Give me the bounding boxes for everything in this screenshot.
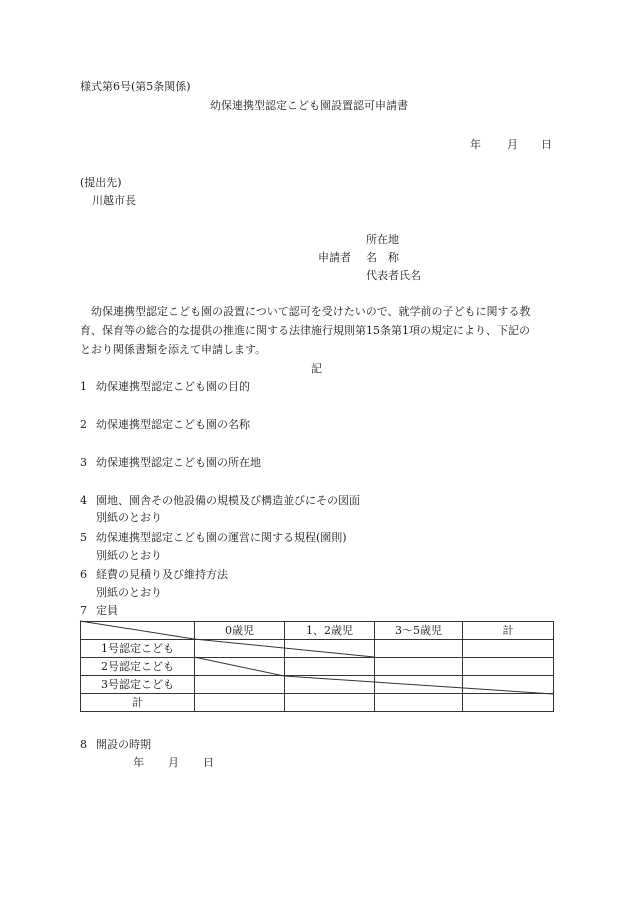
applicant-representative-label: 代表者氏名 <box>366 269 421 282</box>
body-line-1: 幼保連携型認定こども園の設置について認可を受けたいので、就学前の子どもに関する教 <box>91 305 531 318</box>
table-cell[interactable] <box>463 658 554 676</box>
item-1-number: 1 <box>80 380 87 393</box>
table-cell[interactable] <box>195 676 285 694</box>
table-header-cell: 計 <box>463 622 554 640</box>
table-cell[interactable] <box>463 640 554 658</box>
table-row-label: 1号認定こども <box>81 640 195 658</box>
document-title: 幼保連携型認定こども園設置認可申請書 <box>210 99 408 112</box>
recipient-name: 川越市長 <box>92 194 136 207</box>
table-cell[interactable] <box>375 640 463 658</box>
body-line-2: 育、保育等の総合的な提供の推進に関する法律施行規則第15条第1項の規定により、下記の <box>80 324 530 337</box>
item-8-text: 開設の時期 <box>96 738 151 751</box>
table-row-label: 3号認定こども <box>81 676 195 694</box>
table-header-cell: 3〜5歳児 <box>375 622 463 640</box>
table-cell[interactable] <box>285 676 375 694</box>
item-2-number: 2 <box>80 418 87 431</box>
table-cell[interactable] <box>195 658 285 676</box>
item-6-text: 経費の見積り及び維持方法 <box>96 568 228 581</box>
table-cell[interactable] <box>375 694 463 712</box>
table-cell[interactable] <box>285 640 375 658</box>
item-5-number: 5 <box>80 531 87 544</box>
item-8-number: 8 <box>80 738 87 751</box>
opening-year: 年 <box>133 756 144 769</box>
ki-label: 記 <box>311 362 322 375</box>
item-5-text: 幼保連携型認定こども園の運営に関する規程(園則) <box>96 531 347 544</box>
table-row <box>81 676 554 694</box>
item-3-text: 幼保連携型認定こども園の所在地 <box>96 456 261 469</box>
item-4-number: 4 <box>80 494 87 507</box>
item-6-sub: 別紙のとおり <box>96 586 162 599</box>
form-number: 様式第6号(第5条関係) <box>80 80 191 93</box>
applicant-name-label: 名 称 <box>366 251 399 264</box>
opening-day: 日 <box>203 756 214 769</box>
table-cell[interactable] <box>375 658 463 676</box>
table-cell[interactable] <box>463 694 554 712</box>
capacity-table <box>80 621 554 712</box>
table-cell[interactable] <box>285 694 375 712</box>
table-cell[interactable] <box>285 658 375 676</box>
table-row-label: 計 <box>81 694 195 712</box>
opening-month: 月 <box>168 756 179 769</box>
table-cell[interactable] <box>195 640 285 658</box>
body-line-3: とおり関係書類を添えて申請します。 <box>80 343 267 356</box>
table-header-cell: 0歳児 <box>195 622 285 640</box>
applicant-label: 申請者 <box>318 251 351 264</box>
item-4-sub: 別紙のとおり <box>96 511 162 524</box>
applicant-address-label: 所在地 <box>366 233 399 246</box>
table-total-row <box>81 694 554 712</box>
table-corner-cell <box>81 622 195 640</box>
item-6-number: 6 <box>80 568 87 581</box>
table-header-cell: 1、2歳児 <box>285 622 375 640</box>
table-row <box>81 658 554 676</box>
item-7-number: 7 <box>80 604 87 617</box>
table-cell[interactable] <box>195 694 285 712</box>
date-day: 日 <box>541 138 552 151</box>
item-1-text: 幼保連携型認定こども園の目的 <box>96 380 250 393</box>
date-month: 月 <box>507 138 518 151</box>
item-2-text: 幼保連携型認定こども園の名称 <box>96 418 250 431</box>
table-cell[interactable] <box>463 676 554 694</box>
table-header-row <box>81 622 554 640</box>
table-cell[interactable] <box>375 676 463 694</box>
date-year: 年 <box>470 138 481 151</box>
table-row <box>81 640 554 658</box>
item-5-sub: 別紙のとおり <box>96 549 162 562</box>
item-7-text: 定員 <box>96 604 118 617</box>
item-3-number: 3 <box>80 456 87 469</box>
item-4-text: 園地、園舎その他設備の規模及び構造並びにその図面 <box>96 494 360 507</box>
recipient-label: (提出先) <box>80 176 122 189</box>
table-row-label: 2号認定こども <box>81 658 195 676</box>
